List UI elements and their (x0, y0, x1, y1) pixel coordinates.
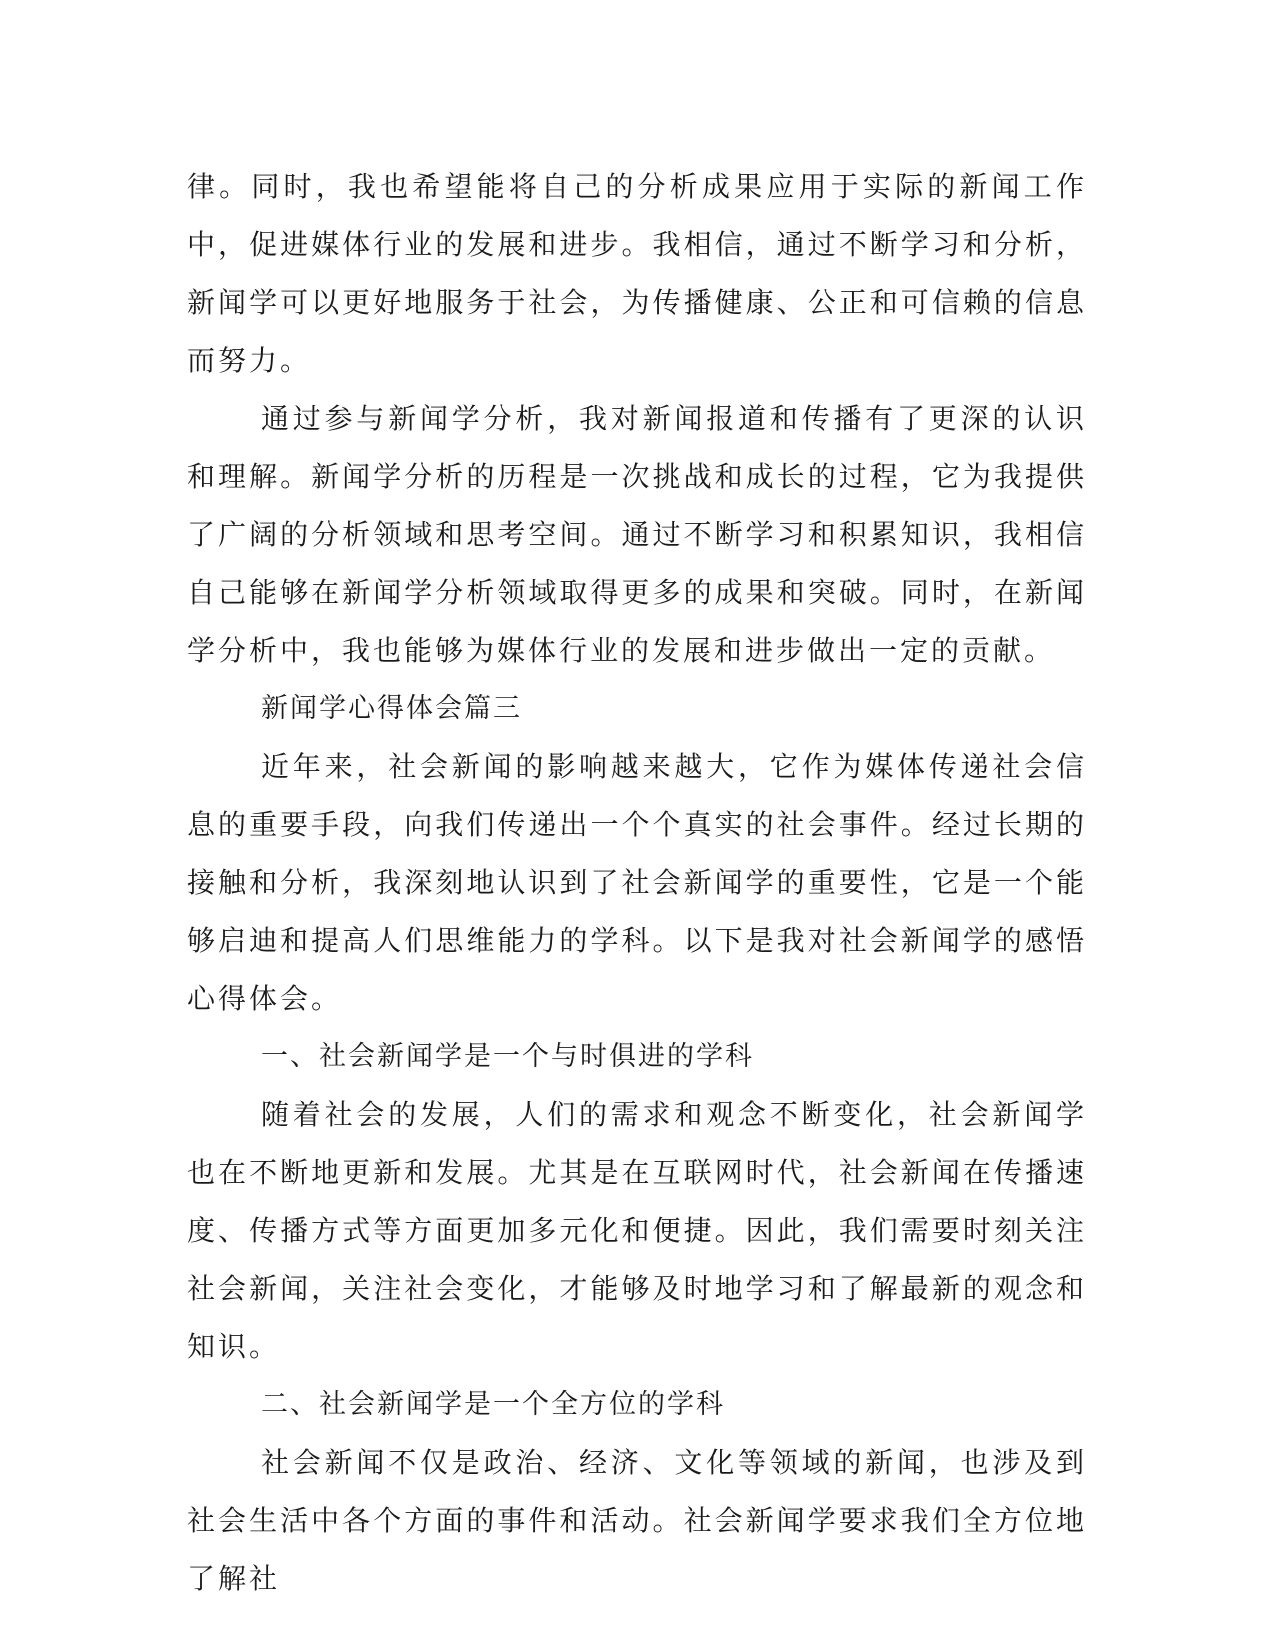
paragraph: 通过参与新闻学分析，我对新闻报道和传播有了更深的认识和理解。新闻学分析的历程是一次挑战和成长的过程，它为我提供了广阔的分析领域和思考空间。通过不断学习和积累知识，我相信自己能够在新闻学分析领域取得更多的成果和突破。同时，在新闻学分析中，我也能够为媒体行业的发展和进步做出一定的贡献。 (187, 402, 1087, 667)
paragraph: 近年来，社会新闻的影响越来越大，它作为媒体传递社会信息的重要手段，向我们传递出一个个真实的社会事件。经过长期的接触和分析，我深刻地认识到了社会新闻学的重要性，它是一个能够启迪和提高人们思维能力的学科。以下是我对社会新闻学的感悟心得体会。 (187, 750, 1087, 1015)
subsection-heading: 一、社会新闻学是一个与时俱进的学科 (261, 1041, 754, 1072)
subsection-heading: 二、社会新闻学是一个全方位的学科 (261, 1389, 725, 1420)
paragraph: 随着社会的发展，人们的需求和观念不断变化，社会新闻学也在不断地更新和发展。尤其是在互联网时代，社会新闻在传播速度、传播方式等方面更加多元化和便捷。因此，我们需要时刻关注社会新闻，关注社会变化，才能够及时地学习和了解最新的观念和知识。 (187, 1098, 1087, 1363)
section-heading: 新闻学心得体会篇三 (261, 693, 522, 724)
paragraph: 社会新闻不仅是政治、经济、文化等领域的新闻，也涉及到社会生活中各个方面的事件和活动。社会新闻学要求我们全方位地了解社 (187, 1446, 1087, 1595)
paragraph-continuation: 律。同时，我也希望能将自己的分析成果应用于实际的新闻工作中，促进媒体行业的发展和进步。我相信，通过不断学习和分析，新闻学可以更好地服务于社会，为传播健康、公正和可信赖的信息而努力。 (187, 170, 1087, 377)
document-body (187, 158, 1087, 1608)
